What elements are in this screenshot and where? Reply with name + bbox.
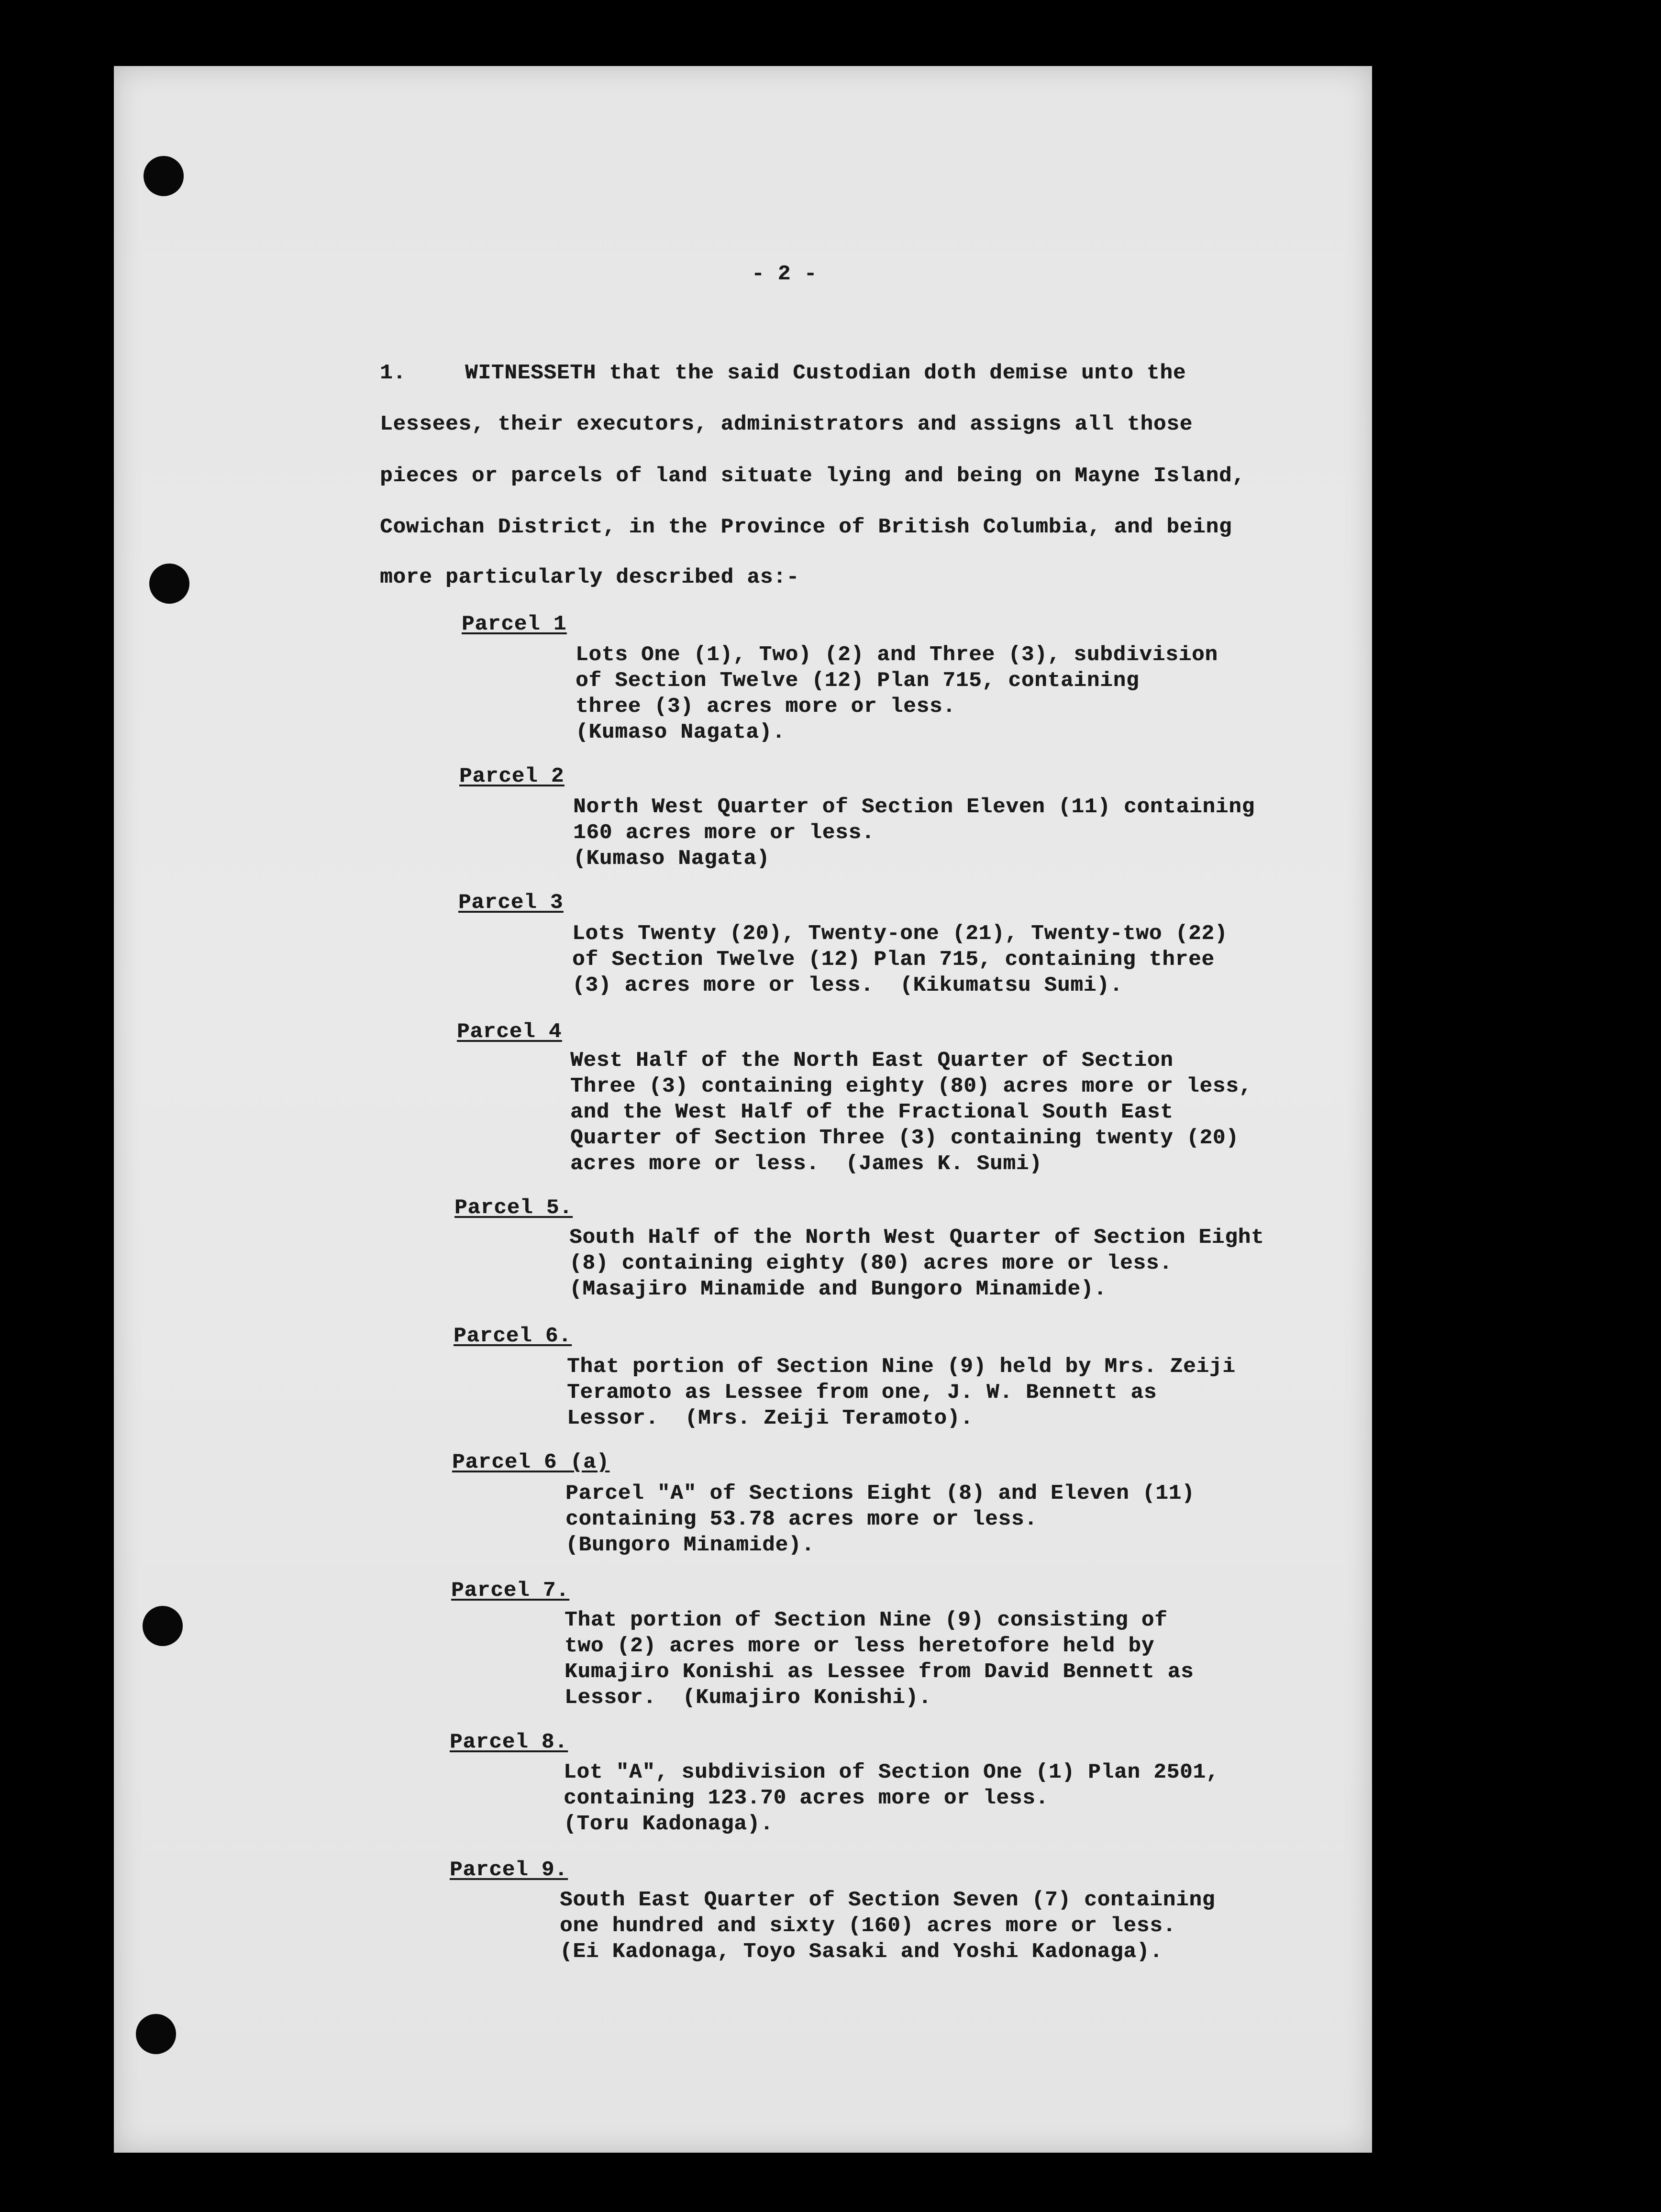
parcel-heading: Parcel 8.	[450, 1730, 568, 1754]
parcel-description: West Half of the North East Quarter of Section Three (3) containing eighty (80) acres more or less, and the West Half of the Fractional South East Quarter of Section Three (3) containing twenty (20) acres more or less. (James K. Sumi)	[570, 1049, 1252, 1176]
parcel-heading: Parcel 3	[458, 891, 564, 915]
parcel-heading: Parcel 2	[459, 764, 565, 788]
parcel-heading: Parcel 4	[457, 1020, 562, 1044]
clause-line: Lessees, their executors, administrators and assigns all those	[380, 412, 1193, 436]
parcel-description: South East Quarter of Section Seven (7) containing one hundred and sixty (160) acres more or less. (Ei Kadonaga, Toyo Sasaki and Yoshi Kadonaga).	[560, 1888, 1216, 1964]
punch-hole	[136, 2014, 176, 2054]
parcel-description: Lots Twenty (20), Twenty-one (21), Twenty-two (22) of Section Twelve (12) Plan 715, containing three (3) acres more or less. (Kikumatsu Sumi).	[572, 922, 1228, 997]
punch-hole	[144, 156, 184, 196]
parcel-description: That portion of Section Nine (9) held by Mrs. Zeiji Teramoto as Lessee from one, J. W. Bennett as Lessor. (Mrs. Zeiji Teramoto).	[567, 1355, 1236, 1430]
parcel-heading: Parcel 6 (a)	[452, 1450, 609, 1474]
parcel-description: Parcel "A" of Sections Eight (8) and Eleven (11) containing 53.78 acres more or less. (Bungoro Minamide).	[565, 1482, 1195, 1557]
parcel-description: Lots One (1), Two) (2) and Three (3), subdivision of Section Twelve (12) Plan 715, containing three (3) acres more or less. (Kumaso Nagata).	[576, 643, 1218, 744]
parcel-description: That portion of Section Nine (9) consisting of two (2) acres more or less heretofore held by Kumajiro Konishi as Lessee from David Bennett as Lessor. (Kumajiro Konishi).	[565, 1608, 1194, 1710]
page-number: - 2 -	[752, 262, 818, 286]
punch-hole	[143, 1606, 183, 1646]
clause-line: pieces or parcels of land situate lying and being on Mayne Island,	[380, 464, 1245, 488]
parcel-heading: Parcel 6.	[454, 1324, 572, 1348]
clause-line: WITNESSETH that the said Custodian doth demise unto the	[465, 361, 1186, 385]
clause-line: more particularly described as:-	[380, 565, 799, 589]
clause-number: 1.	[380, 361, 406, 385]
parcel-description: Lot "A", subdivision of Section One (1) Plan 2501, containing 123.70 acres more or less. (Toru Kadonaga).	[564, 1760, 1219, 1836]
parcel-heading: Parcel 5.	[454, 1196, 573, 1220]
clause-line: Cowichan District, in the Province of British Columbia, and being	[380, 515, 1232, 539]
punch-hole	[149, 564, 189, 604]
parcel-description: North West Quarter of Section Eleven (11) containing 160 acres more or less. (Kumaso Nagata)	[573, 795, 1255, 871]
parcel-heading: Parcel 1	[462, 612, 567, 636]
parcel-heading: Parcel 9.	[450, 1858, 568, 1882]
parcel-heading: Parcel 7.	[451, 1579, 569, 1603]
parcel-description: South Half of the North West Quarter of Section Eight (8) containing eighty (80) acres more or less. (Masajiro Minamide and Bungoro Minamide).	[569, 1226, 1264, 1301]
